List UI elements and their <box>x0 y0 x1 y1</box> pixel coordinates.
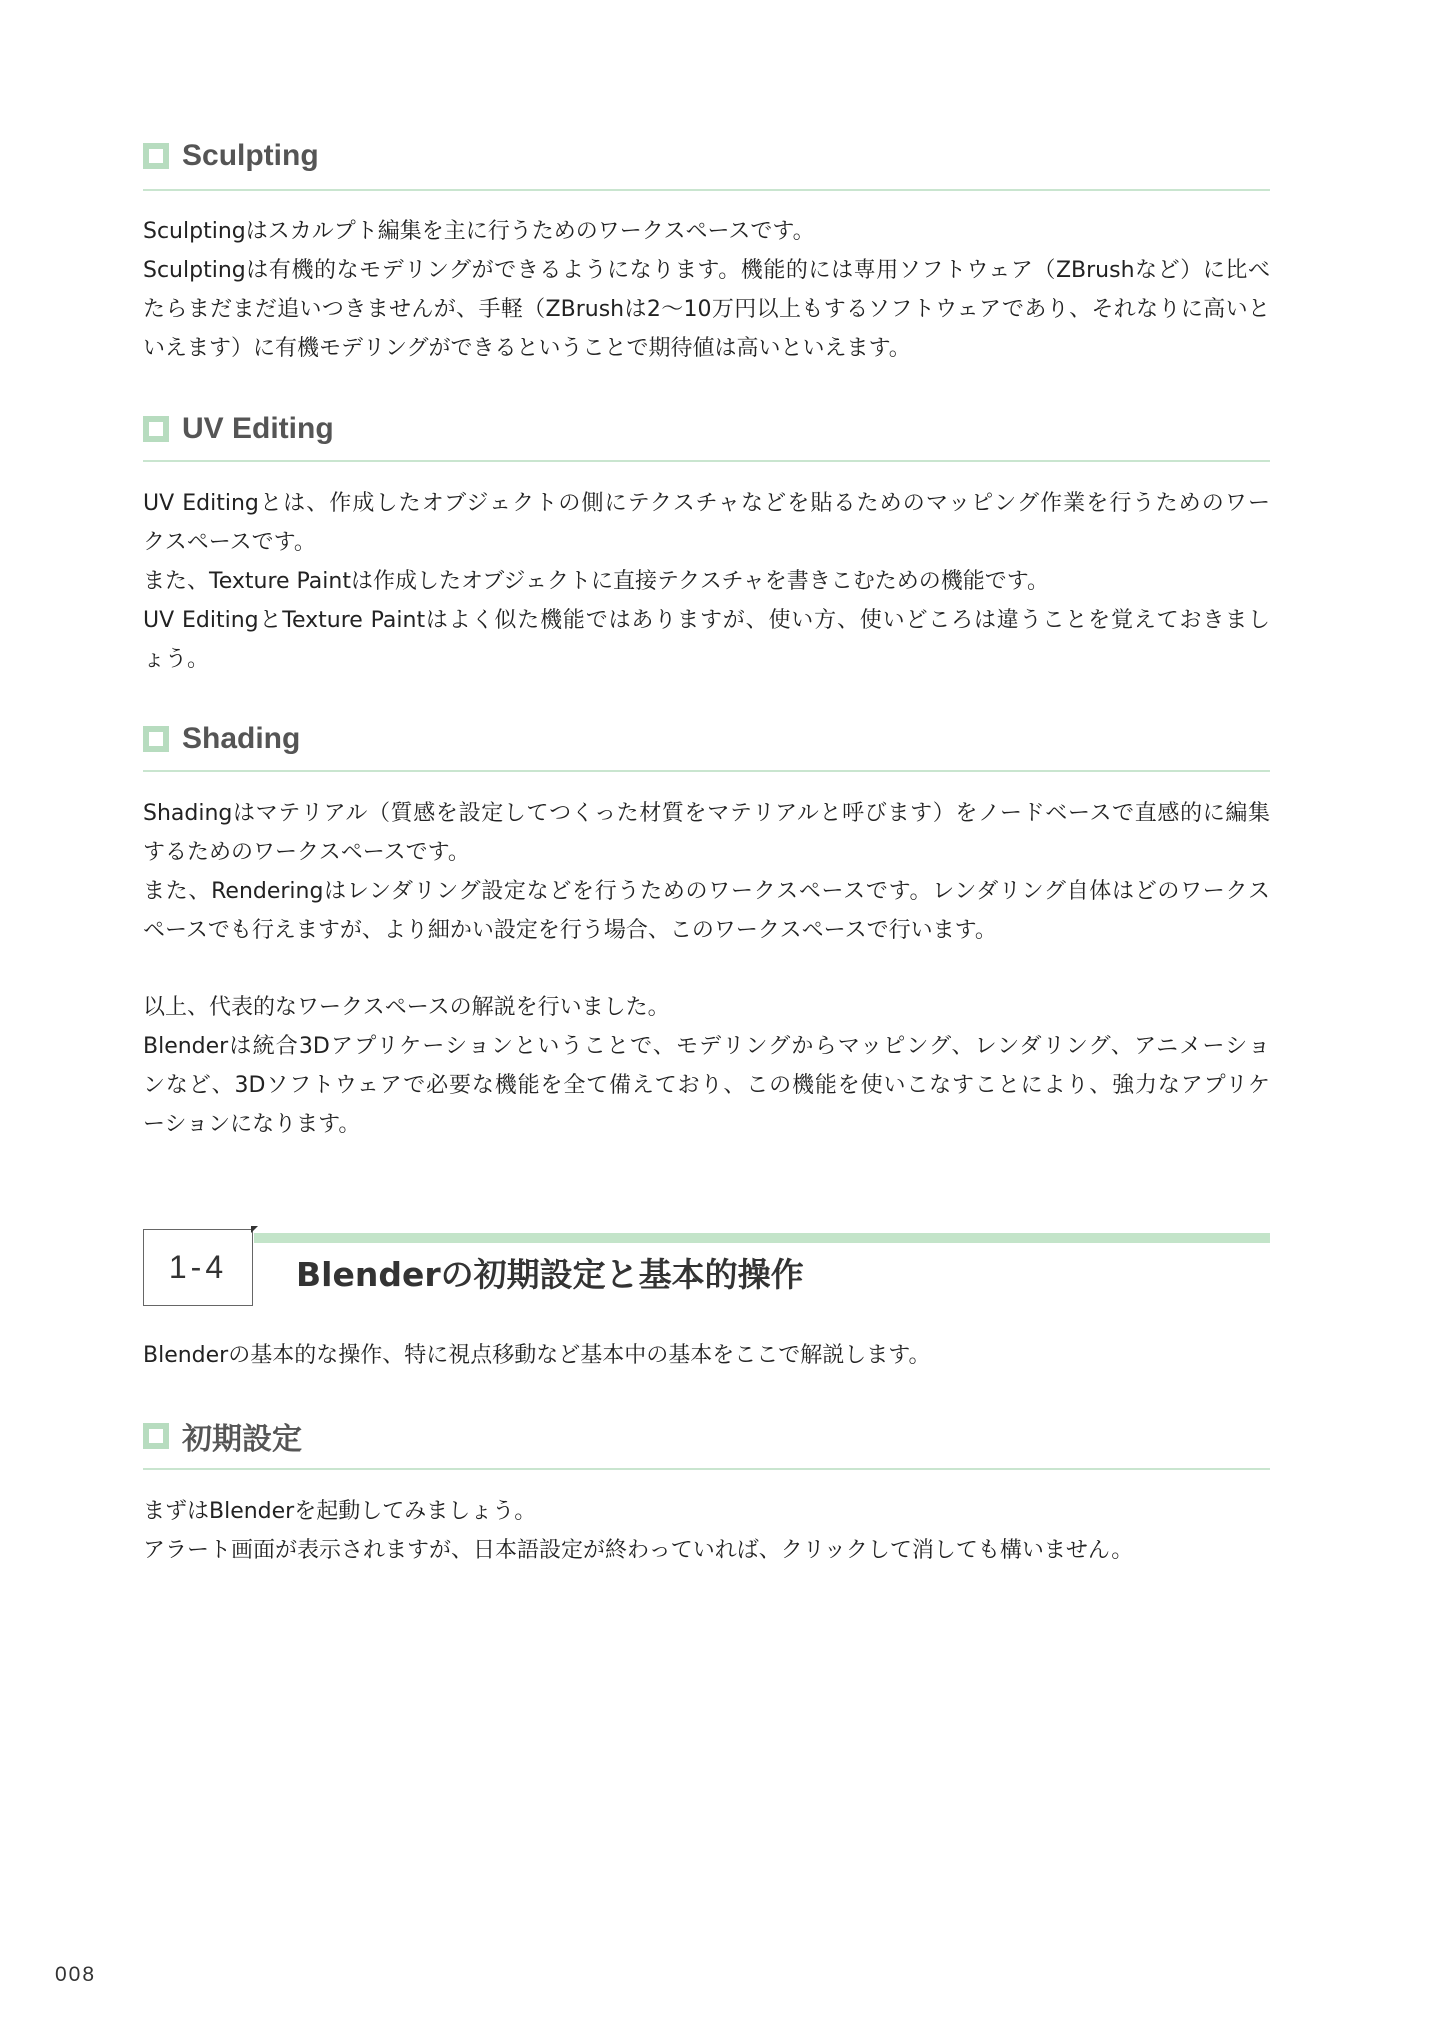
paragraph-line: いえます）に有機モデリングができるということで期待値は高いといえます。 <box>143 336 911 361</box>
square-bullet-icon <box>143 726 169 752</box>
paragraph-line: UV EditingとTexture Paintはよく似た機能ではありますが、使い方、使いどころは違うことを覚えておきまし <box>143 608 1270 633</box>
section-heading-text: 初期設定 <box>182 1423 302 1456</box>
paragraph-line: Blenderの基本的な操作、特に視点移動など基本中の基本をここで解説します。 <box>143 1343 931 1368</box>
square-bullet-icon <box>143 416 169 442</box>
paragraph-line: Sculptingはスカルプト編集を主に行うためのワークスペースです。 <box>143 219 815 244</box>
paragraph-line: UV Editingとは、作成したオブジェクトの側にテクスチャなどを貼るためのマッピング作業を行うためのワー <box>143 491 1270 516</box>
section-body-uv-editing <box>143 484 1270 679</box>
square-bullet-icon <box>143 143 169 169</box>
chapter-title: Blenderの初期設定と基本的操作 <box>296 1255 804 1294</box>
paragraph-line: ょう。 <box>143 647 210 672</box>
paragraph-line: また、Texture Paintは作成したオブジェクトに直接テクスチャを書きこむための機能です。 <box>143 569 1050 594</box>
paragraph-line: アラート画面が表示されますが、日本語設定が終わっていれば、クリックして消しても構いません。 <box>143 1538 1134 1563</box>
corner-fold-icon <box>251 1226 258 1233</box>
paragraph-line: クスペースです。 <box>143 530 316 555</box>
section-heading-text: UV Editing <box>182 412 334 445</box>
paragraph-line: 以上、代表的なワークスペースの解説を行いました。 <box>143 995 670 1020</box>
paragraph-line: また、Renderingはレンダリング設定などを行うためのワークスペースです。レンダリング自体はどのワークス <box>143 879 1270 904</box>
section-heading-text: Shading <box>182 722 301 755</box>
paragraph-line: するためのワークスペースです。 <box>143 840 470 865</box>
section-divider <box>143 1468 1270 1470</box>
paragraph-line: Blenderは統合3Dアプリケーションということで、モデリングからマッピング、レンダリング、アニメーショ <box>143 1034 1270 1059</box>
chapter-number-box <box>143 1229 253 1306</box>
paragraph-line: まずはBlenderを起動してみましょう。 <box>143 1499 537 1524</box>
section-heading-uv-editing <box>143 410 334 448</box>
page-number: 008 <box>55 1963 97 1986</box>
chapter-number: 1-4 <box>168 1249 228 1285</box>
paragraph-line: ーションになります。 <box>143 1112 361 1137</box>
section-divider <box>143 770 1270 772</box>
chapter-title-bar <box>254 1233 1270 1243</box>
paragraph-line: Shadingはマテリアル（質感を設定してつくった材質をマテリアルと呼びます）をノードベースで直感的に編集 <box>143 801 1270 826</box>
section-summary <box>143 988 1270 1144</box>
section-heading-sculpting <box>143 137 319 175</box>
paragraph-line: ペースでも行えますが、より細かい設定を行う場合、このワークスペースで行います。 <box>143 918 997 943</box>
paragraph-line: Sculptingは有機的なモデリングができるようになります。機能的には専用ソフトウェア（ZBrushなど）に比べ <box>143 258 1270 283</box>
section-heading-shading <box>143 720 300 758</box>
chapter-intro <box>143 1336 1270 1375</box>
section-body-shading <box>143 794 1270 950</box>
section-body-initial-settings <box>143 1492 1270 1570</box>
section-heading-text: Sculpting <box>182 139 319 172</box>
section-body-sculpting <box>143 212 1270 368</box>
section-divider <box>143 460 1270 462</box>
square-bullet-icon <box>143 1423 169 1449</box>
section-heading-initial-settings <box>143 1417 302 1455</box>
paragraph-line: ンなど、3Dソフトウェアで必要な機能を全て備えており、この機能を使いこなすことにより、強力なアプリケ <box>143 1073 1270 1098</box>
section-divider <box>143 189 1270 191</box>
paragraph-line: たらまだまだ追いつきませんが、手軽（ZBrushは2〜10万円以上もするソフトウェアであり、それなりに高いと <box>143 297 1270 322</box>
